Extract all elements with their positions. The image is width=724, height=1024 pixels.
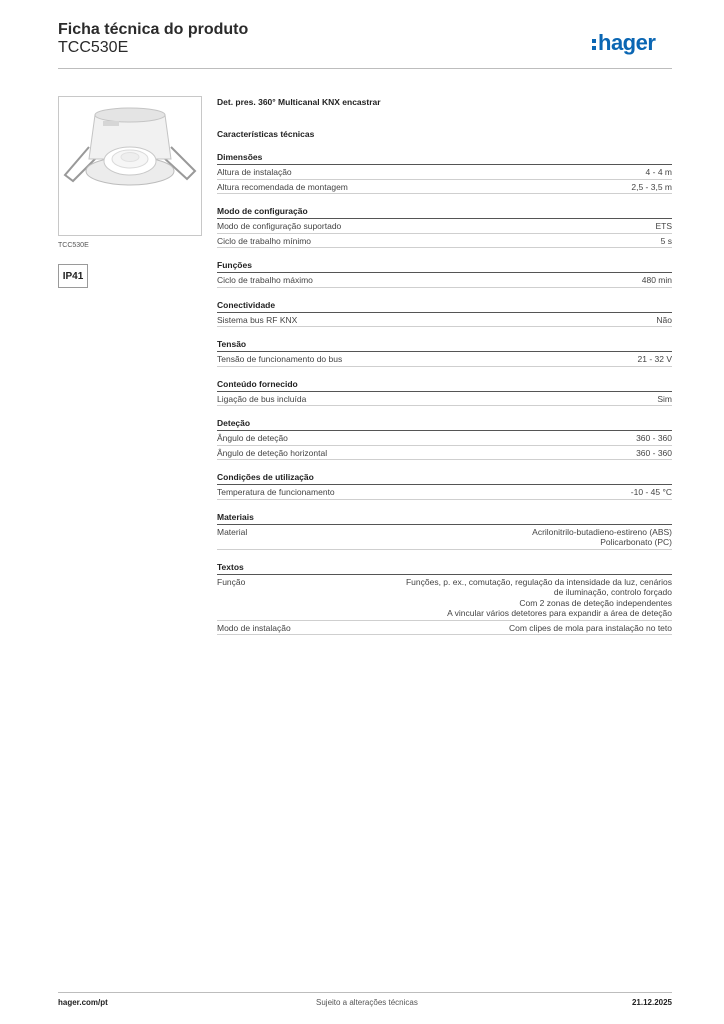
- section-title: Tensão: [217, 339, 672, 352]
- spec-value-line: Não: [656, 314, 672, 325]
- spec-value-line: 2,5 - 3,5 m: [631, 181, 672, 192]
- spec-label: Ligação de bus incluída: [217, 393, 307, 404]
- spec-row: [217, 575, 672, 621]
- spec-value-line: 480 min: [641, 275, 672, 285]
- section-title: Condições de utilização: [217, 472, 672, 485]
- spec-value-line: Policarbonato (PC): [600, 537, 672, 547]
- spec-label: Modo de configuração suportado: [217, 221, 342, 231]
- spec-value-line: Com 2 zonas de deteção independentes: [519, 597, 672, 608]
- product-photo: [58, 96, 202, 236]
- spec-row: [217, 273, 672, 288]
- header-divider: [58, 68, 672, 69]
- footer-date: 21.12.2025: [631, 998, 672, 1007]
- spec-value-line: ETS: [655, 221, 672, 231]
- ip-rating-badge: IP41: [58, 264, 88, 288]
- section-title: Conteúdo fornecido: [217, 379, 672, 392]
- photo-caption: TCC530E: [58, 242, 89, 249]
- spec-row: [217, 621, 672, 636]
- hager-logo: [592, 28, 674, 58]
- spec-row: [217, 352, 672, 367]
- section-title: Textos: [217, 562, 672, 575]
- spec-row: [217, 392, 672, 407]
- spec-label: Modo de instalação: [217, 622, 291, 633]
- footer-notice: Sujeito a alterações técnicas: [316, 998, 418, 1007]
- spec-label: Altura de instalação: [217, 167, 292, 177]
- spec-row: [217, 485, 672, 500]
- section-title: Deteção: [217, 418, 672, 431]
- section-title: Materiais: [217, 512, 672, 525]
- spec-label: Sistema bus RF KNX: [217, 314, 298, 325]
- spec-value-line: -10 - 45 °C: [630, 487, 672, 497]
- tech-characteristics-title: Características técnicas: [217, 129, 315, 139]
- section-title: Conectividade: [217, 300, 672, 313]
- section-title: Modo de configuração: [217, 206, 672, 219]
- spec-section: [217, 300, 672, 328]
- spec-value: [661, 236, 672, 247]
- spec-row: [217, 180, 672, 195]
- spec-value: [657, 394, 672, 405]
- spec-section: [217, 562, 672, 636]
- spec-value-line: Acrilonitrilo-butadieno-estireno (ABS): [532, 526, 672, 537]
- motion-detector-image: [59, 97, 201, 235]
- spec-section: [217, 472, 672, 500]
- spec-value: [636, 433, 672, 444]
- spec-label: Ciclo de trabalho mínimo: [217, 235, 312, 246]
- spec-value: [655, 221, 672, 232]
- section-title: Dimensões: [217, 152, 672, 165]
- footer-website[interactable]: hager.com/pt: [58, 998, 108, 1007]
- spec-row: [217, 219, 672, 234]
- spec-row: [217, 525, 672, 550]
- spec-value: [636, 448, 672, 459]
- spec-section: [217, 152, 672, 194]
- spec-content: [217, 96, 672, 635]
- spec-value-line: Sim: [657, 393, 672, 404]
- spec-value-line: 21 - 32 V: [637, 354, 672, 364]
- spec-label: Material: [217, 526, 248, 537]
- spec-value-line: 4 - 4 m: [645, 167, 672, 177]
- spec-value: [532, 527, 672, 548]
- spec-label: Função: [217, 576, 246, 587]
- spec-label: Altura recomendada de montagem: [217, 181, 348, 192]
- spec-row: [217, 431, 672, 446]
- spec-label: Ângulo de deteção: [217, 433, 288, 443]
- spec-section: [217, 339, 672, 367]
- spec-sections: [217, 152, 672, 635]
- spec-row: [217, 313, 672, 328]
- spec-value-line: 5 s: [660, 235, 672, 246]
- spec-value: [656, 315, 672, 326]
- spec-value: [638, 354, 673, 365]
- spec-section: [217, 260, 672, 288]
- spec-value-line: de iluminação, controlo forçado: [553, 587, 672, 597]
- product-description: Det. pres. 360° Multicanal KNX encastrar: [217, 97, 381, 107]
- spec-label: Temperatura de funcionamento: [217, 487, 335, 497]
- spec-row: [217, 446, 672, 461]
- spec-row: [217, 165, 672, 180]
- spec-section: [217, 379, 672, 407]
- spec-value: [406, 577, 672, 619]
- spec-value-line: Funções, p. ex., comutação, regulação da intensidade da luz, cenários: [405, 576, 672, 587]
- hager-logo-text: hager: [598, 30, 656, 55]
- spec-label: Ângulo de deteção horizontal: [217, 447, 328, 458]
- section-title: Funções: [217, 260, 672, 273]
- spec-value: [631, 487, 672, 498]
- spec-value-line: 360 - 360: [636, 433, 672, 443]
- spec-row: [217, 234, 672, 249]
- spec-value: [646, 167, 672, 178]
- spec-label: Tensão de funcionamento do bus: [217, 354, 343, 364]
- spec-section: [217, 206, 672, 248]
- spec-value: [631, 182, 672, 193]
- spec-value: [642, 275, 672, 286]
- spec-section: [217, 418, 672, 460]
- product-code: TCC530E: [58, 39, 129, 56]
- spec-value-line: A vincular vários detetores para expandir a área de deteção: [447, 608, 672, 618]
- spec-value-line: 360 - 360: [636, 447, 672, 458]
- spec-value-line: Com clipes de mola para instalação no teto: [508, 622, 672, 633]
- spec-label: Ciclo de trabalho máximo: [217, 275, 313, 285]
- spec-section: [217, 512, 672, 550]
- page-title: Ficha técnica do produto: [58, 21, 249, 38]
- spec-value: [509, 623, 672, 634]
- footer-divider: [58, 992, 672, 993]
